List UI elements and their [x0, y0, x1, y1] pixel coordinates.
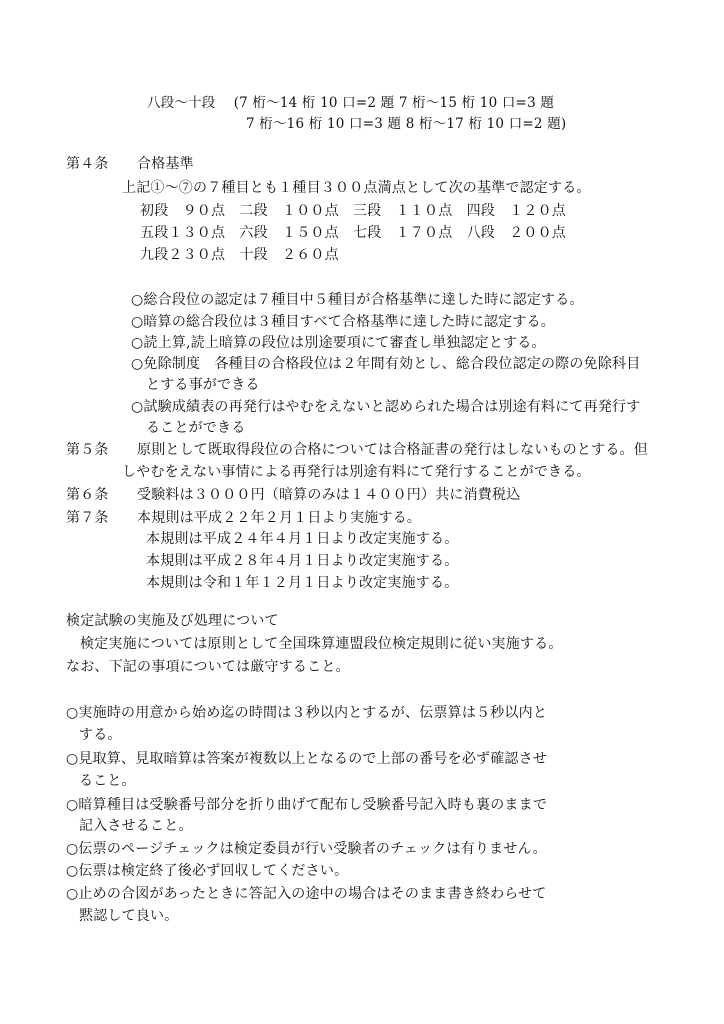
article7-line-1: 第７条 本規則は平成２２年２月１日より実施する。: [66, 510, 421, 526]
header-range-line-1: 八段〜十段 (7 桁〜14 桁 10 口=2 題 7 桁〜15 桁 10 口=3 題: [147, 95, 555, 111]
article7-line-4: 本規則は令和１年１２月１日より改定実施する。: [146, 575, 459, 591]
exam-note-4: ○伝票のページチェックは検定委員が行い受験者のチェックは有りません。: [66, 841, 547, 857]
article4-bullet-3: ○読上算,読上暗算の段位は別途要項にて審査し単独認定とする。: [131, 335, 546, 351]
exam-note-5: ○伝票は検定終了後必ず回収してください。: [66, 863, 349, 879]
article5-line-2: しやむをえない事情による再発行は別途有料にて発行することができる。: [122, 464, 591, 480]
article4-bullet-1: ○総合段位の認定は７種目中５種目が合格基準に達した時に認定する。: [131, 292, 584, 308]
article4-bullet-5: ○試験成績表の再発行はやむをえないと認められた場合は別途有料にて再発行す: [131, 399, 641, 415]
header-range-line-2: 7 桁〜16 桁 10 口=3 題 8 桁〜17 桁 10 口=2 題): [246, 116, 567, 132]
article4-bullet-4-cont: とする事ができる: [146, 377, 260, 393]
article4-bullet-2: ○暗算の総合段位は３種目すべて合格基準に達した時に認定する。: [131, 314, 555, 330]
grade-row-2: 五段１３０点 六段 １５０点 七段 １７０点 八段 ２００点: [140, 225, 566, 241]
article4-heading: 第４条 合格基準: [66, 156, 194, 172]
grade-row-3: 九段２３０点 十段 ２６０点: [140, 247, 339, 263]
article7-line-3: 本規則は平成２８年４月１日より改定実施する。: [146, 553, 459, 569]
article4-bullet-4: ○免除制度 各種目の合格段位は２年間有効とし、総合段位認定の際の免除科目: [131, 356, 641, 372]
exam-note-2: ○見取算、見取暗算は答案が複数以上となるので上部の番号を必ず確認させ: [66, 751, 548, 767]
exam-section-intro-1: 検定実施については原則として全国珠算連盟段位検定規則に従い実施する。: [80, 636, 563, 652]
exam-section-intro-2: なお、下記の事項については厳守すること。: [66, 659, 350, 675]
exam-note-3-cont: 記入させること。: [79, 818, 193, 834]
article4-bullet-5-cont: ることができる: [146, 420, 246, 436]
exam-note-3: ○暗算種目は受験番号部分を折り曲げて配布し受験番号記入時も裏のままで: [66, 797, 548, 813]
grade-row-1: 初段 ９０点 二段 １００点 三段 １１０点 四段 １２０点: [140, 203, 566, 219]
article6: 第６条 受験料は３０００円（暗算のみは１４００円）共に消費税込: [66, 487, 521, 503]
exam-section-title: 検定試験の実施及び処理について: [66, 613, 279, 629]
exam-note-6-cont: 黙認して良い。: [79, 908, 179, 924]
exam-note-1-cont: する。: [79, 727, 122, 743]
exam-note-2-cont: ること。: [79, 773, 136, 789]
article4-intro: 上記①〜⑦の７種目とも１種目３００点満点として次の基準で認定する。: [122, 180, 591, 196]
exam-note-6: ○止めの合図があったときに答記入の途中の場合はそのまま書き終わらせて: [66, 886, 547, 902]
article5-line-1: 第５条 原則として既取得段位の合格については合格証書の発行はしないものとする。但: [66, 442, 648, 458]
article7-line-2: 本規則は平成２４年４月１日より改定実施する。: [146, 531, 459, 547]
exam-note-1: ○実施時の用意から始め迄の時間は３秒以内とするが、伝票算は５秒以内と: [66, 705, 548, 721]
